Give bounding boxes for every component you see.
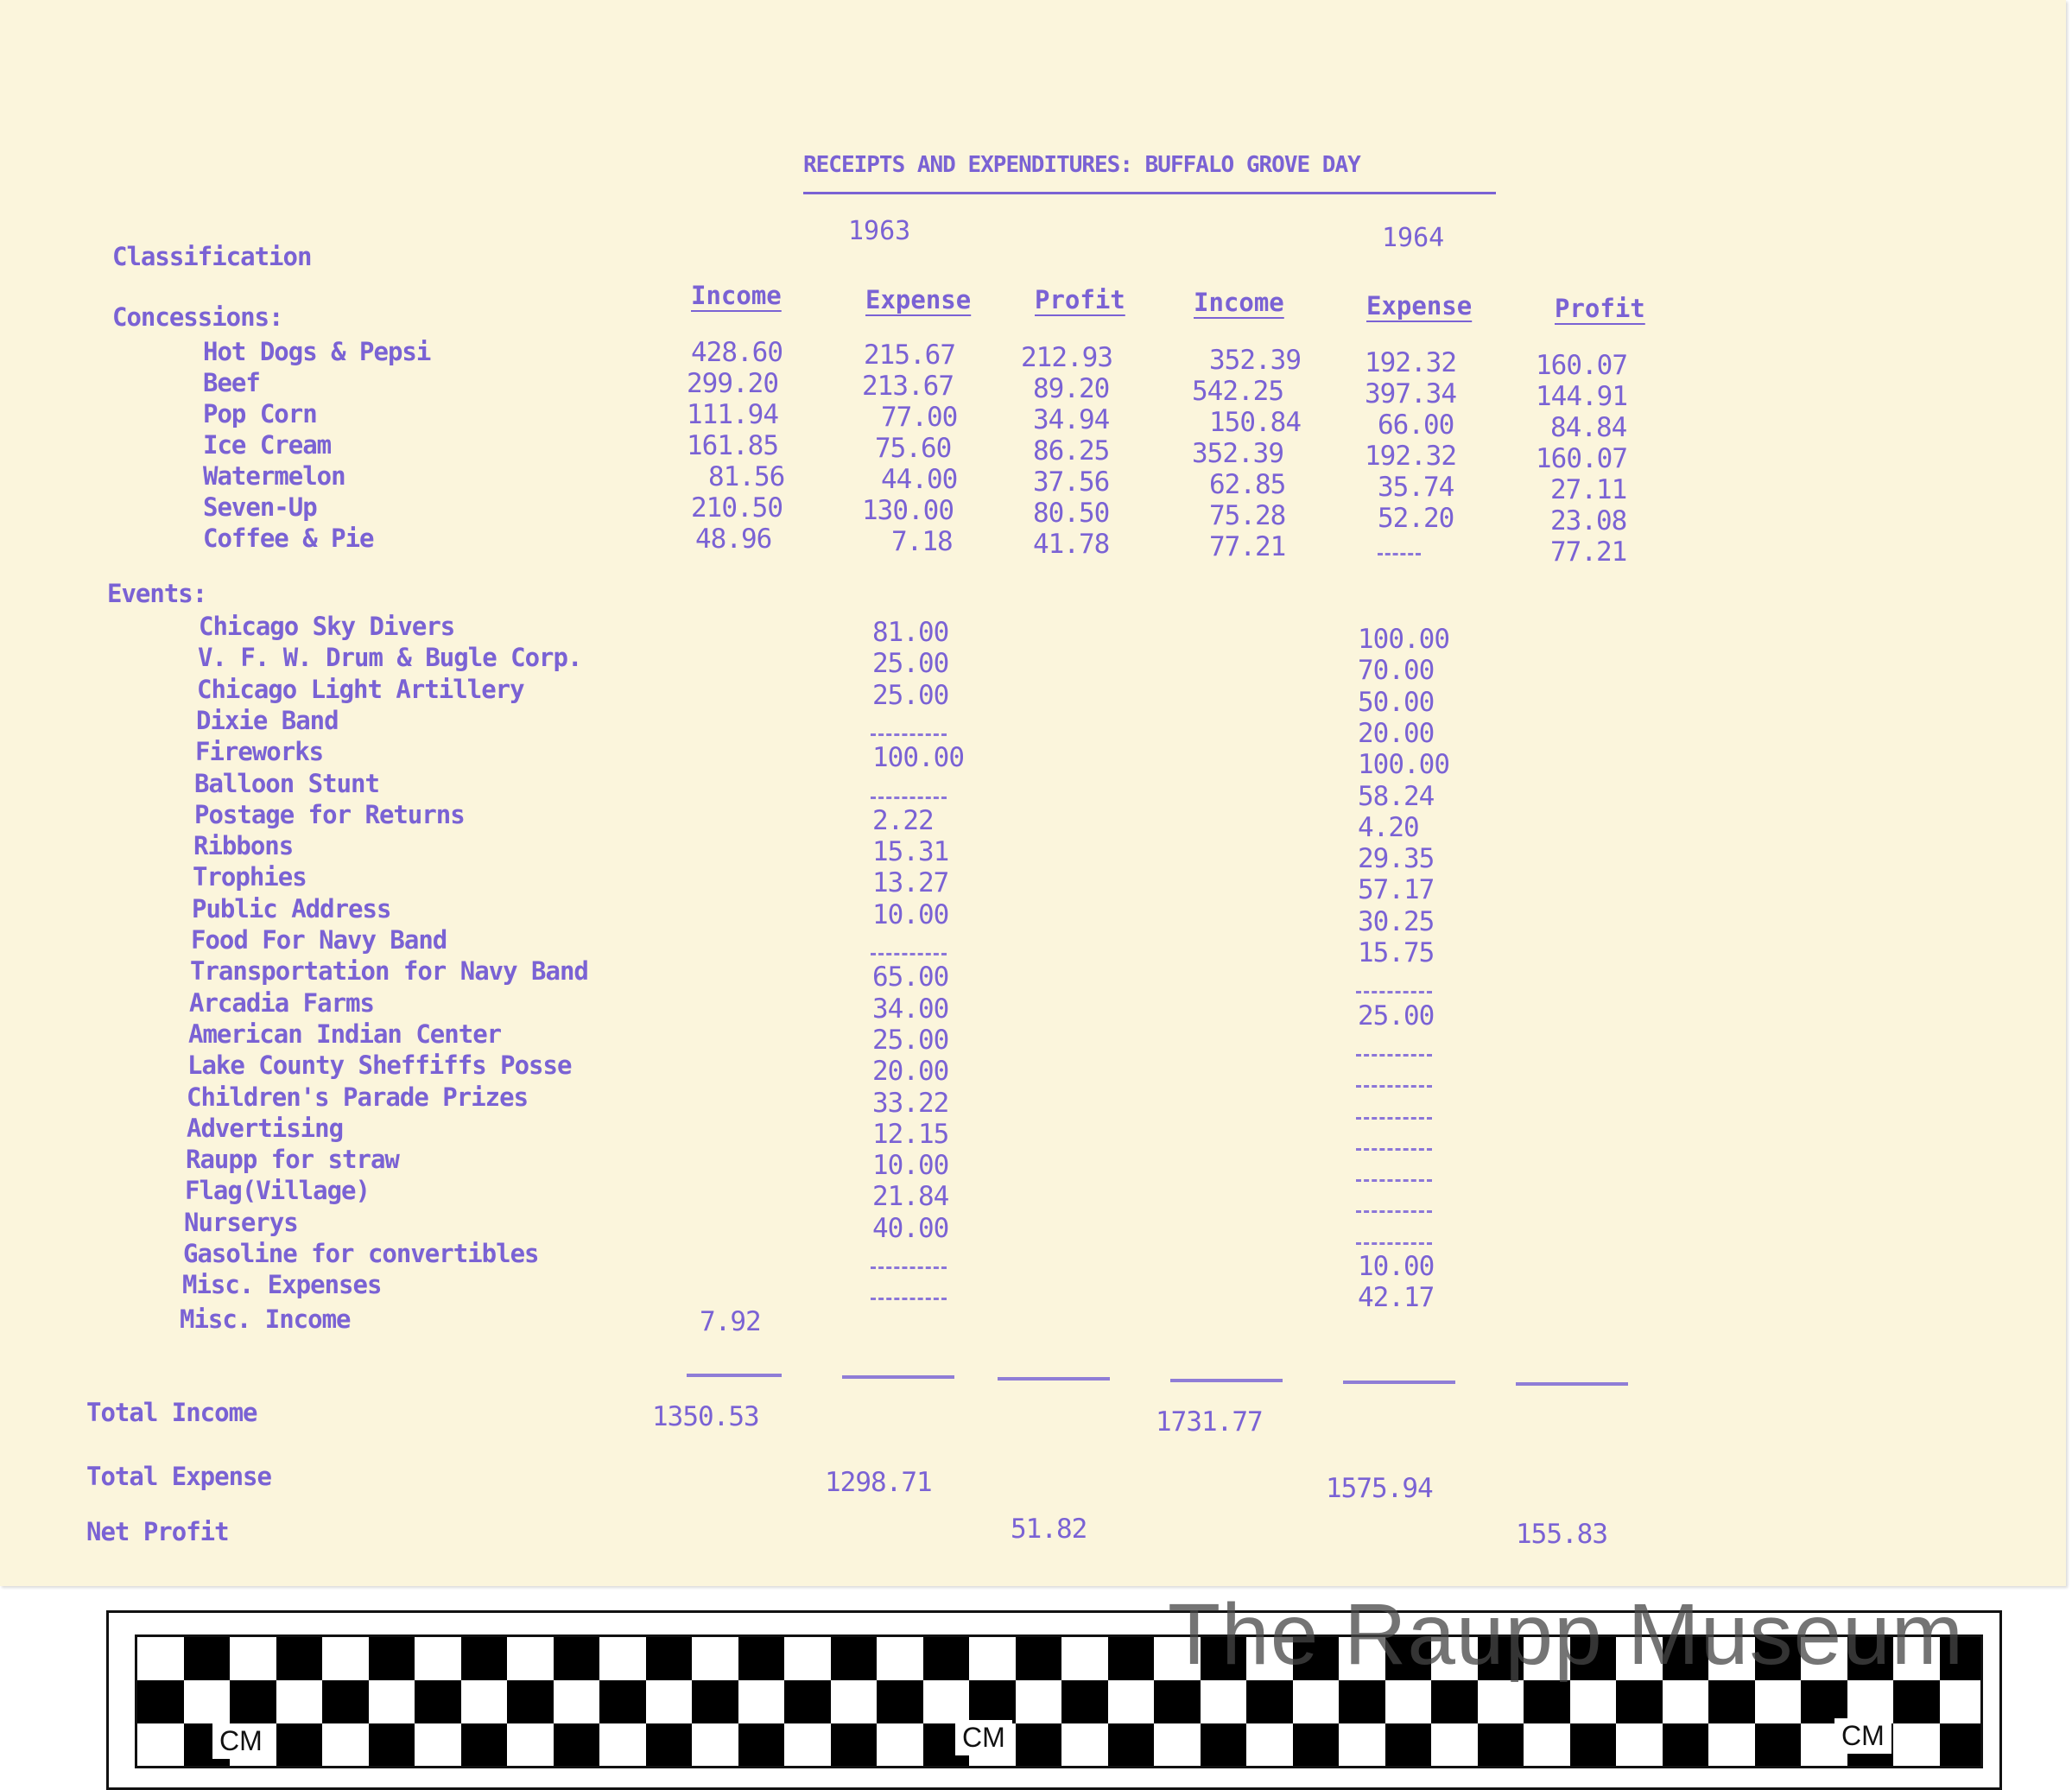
scale-square bbox=[831, 1723, 878, 1767]
concession-p64-value: 160.07 bbox=[1536, 350, 1627, 381]
museum-watermark: The Raupp Museum bbox=[1168, 1586, 1965, 1683]
concession-p64-value: 84.84 bbox=[1550, 412, 1627, 443]
event-item-label: Gasoline for convertibles bbox=[183, 1239, 539, 1268]
concession-e63-value: 75.60 bbox=[875, 433, 952, 464]
concession-i64-value: 352.39 bbox=[1209, 345, 1301, 376]
event-item-label: V. F. W. Drum & Bugle Corp. bbox=[198, 643, 582, 673]
event-item-label: Dixie Band bbox=[196, 705, 339, 735]
event-e63-value: 81.00 bbox=[872, 617, 949, 648]
blank-dash bbox=[1378, 553, 1421, 561]
scale-square bbox=[554, 1723, 600, 1767]
concession-i64-value: 77.21 bbox=[1209, 531, 1286, 562]
event-e63-value: 34.00 bbox=[872, 993, 949, 1025]
concession-p63-value: 212.93 bbox=[1021, 342, 1112, 373]
concession-e63-value: 130.00 bbox=[862, 495, 954, 526]
scale-square bbox=[276, 1637, 323, 1680]
concession-p63-value: 34.94 bbox=[1033, 404, 1110, 435]
event-item-label: Chicago Sky Divers bbox=[199, 612, 455, 641]
concession-p64-value: 23.08 bbox=[1550, 505, 1627, 536]
col-expense-1963: Expense bbox=[865, 285, 972, 314]
concession-e63-value: 77.00 bbox=[881, 402, 958, 433]
blank-dash bbox=[1356, 1148, 1432, 1156]
scale-square bbox=[230, 1680, 276, 1723]
concession-p64-value: 77.21 bbox=[1550, 536, 1627, 568]
scale-square bbox=[1385, 1723, 1432, 1767]
event-e64-value: 100.00 bbox=[1358, 749, 1449, 781]
event-e64-value: 57.17 bbox=[1358, 874, 1435, 906]
concession-i64-value: 150.84 bbox=[1209, 407, 1301, 438]
scale-square bbox=[1478, 1723, 1524, 1767]
col-expense-1964: Expense bbox=[1366, 291, 1473, 321]
concession-i64-value: 62.85 bbox=[1209, 469, 1286, 500]
blank-dash bbox=[871, 1298, 947, 1305]
event-e64-value: 10.00 bbox=[1358, 1251, 1435, 1282]
event-item-label: Children's Parade Prizes bbox=[187, 1082, 529, 1112]
event-e63-value: 12.15 bbox=[872, 1118, 949, 1150]
blank-dash bbox=[871, 797, 947, 804]
scale-square bbox=[1431, 1680, 1478, 1723]
event-e63-value: 100.00 bbox=[872, 742, 964, 774]
page-title: RECEIPTS AND EXPENDITURES: BUFFALO GROVE DAY bbox=[803, 152, 1360, 178]
col-income-1963: Income bbox=[691, 281, 782, 310]
concession-item-label: Pop Corn bbox=[203, 399, 317, 428]
blank-dash bbox=[1356, 1054, 1432, 1062]
concession-e63-value: 213.67 bbox=[862, 371, 954, 402]
event-item-label: Lake County Sheffiffs Posse bbox=[187, 1051, 572, 1081]
event-item-label: Trophies bbox=[193, 862, 307, 892]
sum-rule bbox=[1170, 1379, 1283, 1382]
concession-e64-value: 52.20 bbox=[1378, 503, 1454, 534]
sum-rule bbox=[842, 1375, 954, 1379]
scale-square bbox=[1201, 1723, 1247, 1767]
scale-square bbox=[738, 1637, 785, 1680]
scale-square bbox=[415, 1680, 461, 1723]
event-e64-value: 4.20 bbox=[1358, 811, 1419, 843]
event-e64-value: 42.17 bbox=[1358, 1282, 1435, 1314]
event-e63-value: 13.27 bbox=[872, 867, 949, 899]
scale-square bbox=[137, 1680, 184, 1723]
blank-dash bbox=[871, 953, 947, 961]
event-e63-value: 10.00 bbox=[872, 1150, 949, 1182]
scale-square bbox=[1016, 1723, 1062, 1767]
event-item-label: Postage for Returns bbox=[194, 799, 465, 829]
concessions-label: Concessions: bbox=[112, 302, 283, 332]
title-underline bbox=[803, 192, 1496, 194]
concession-i63-value: 299.20 bbox=[687, 368, 778, 399]
scale-square bbox=[831, 1637, 878, 1680]
scale-square bbox=[461, 1723, 508, 1767]
scale-square bbox=[369, 1637, 415, 1680]
scale-square bbox=[1940, 1723, 1984, 1767]
blank-dash bbox=[1356, 1179, 1432, 1187]
total-income-1963: 1350.53 bbox=[652, 1401, 759, 1432]
concession-i64-value: 75.28 bbox=[1209, 500, 1286, 531]
concession-i63-value: 428.60 bbox=[691, 337, 783, 368]
sum-rule bbox=[687, 1374, 782, 1377]
concession-i63-value: 48.96 bbox=[695, 524, 772, 555]
event-e64-value: 70.00 bbox=[1358, 655, 1435, 687]
sum-rule bbox=[1343, 1381, 1455, 1384]
misc-income-label: Misc. Income bbox=[180, 1304, 351, 1334]
event-e64-value: 58.24 bbox=[1358, 780, 1435, 812]
scale-square bbox=[1293, 1723, 1340, 1767]
net-profit-label: Net Profit bbox=[86, 1517, 229, 1546]
event-e63-value: 21.84 bbox=[872, 1181, 949, 1213]
concession-item-label: Watermelon bbox=[203, 461, 345, 491]
event-e64-value: 30.25 bbox=[1358, 905, 1435, 937]
event-item-label: Arcadia Farms bbox=[189, 987, 374, 1018]
event-e63-value: 15.31 bbox=[872, 836, 949, 868]
blank-dash bbox=[1356, 1242, 1432, 1250]
misc-income-1963: 7.92 bbox=[700, 1306, 761, 1337]
col-income-1964: Income bbox=[1194, 288, 1284, 317]
scale-square bbox=[461, 1637, 508, 1680]
col-profit-1963: Profit bbox=[1035, 285, 1125, 314]
event-item-label: Fireworks bbox=[195, 737, 324, 767]
scale-square bbox=[923, 1637, 970, 1680]
total-income-label: Total Income bbox=[86, 1398, 257, 1427]
cm-label: CM bbox=[1834, 1718, 1891, 1754]
scale-square bbox=[1524, 1680, 1570, 1723]
scale-square bbox=[1570, 1723, 1617, 1767]
total-expense-label: Total Expense bbox=[86, 1462, 271, 1491]
scale-square bbox=[646, 1637, 693, 1680]
concession-e64-value: 397.34 bbox=[1365, 378, 1456, 409]
scale-square bbox=[1246, 1680, 1293, 1723]
scale-square bbox=[1016, 1637, 1062, 1680]
concession-e63-value: 7.18 bbox=[891, 526, 953, 557]
concession-p63-value: 41.78 bbox=[1033, 529, 1110, 560]
scale-square bbox=[554, 1637, 600, 1680]
event-e63-value: 65.00 bbox=[872, 962, 949, 993]
blank-dash bbox=[871, 1266, 947, 1274]
scale-square bbox=[738, 1723, 785, 1767]
scale-square bbox=[1108, 1637, 1155, 1680]
scale-square bbox=[1061, 1680, 1108, 1723]
event-e63-value: 25.00 bbox=[872, 1024, 949, 1056]
event-e64-value: 100.00 bbox=[1358, 624, 1449, 655]
scale-square bbox=[1708, 1680, 1755, 1723]
col-profit-1964: Profit bbox=[1555, 294, 1645, 323]
event-e64-value: 50.00 bbox=[1358, 686, 1435, 718]
concession-p63-value: 80.50 bbox=[1033, 498, 1110, 529]
event-e63-value: 25.00 bbox=[872, 679, 949, 711]
event-item-label: Chicago Light Artillery bbox=[197, 674, 524, 704]
scale-square bbox=[1755, 1723, 1802, 1767]
event-e63-value: 33.22 bbox=[872, 1087, 949, 1119]
event-item-label: Misc. Expenses bbox=[182, 1270, 382, 1300]
concession-p63-value: 89.20 bbox=[1033, 373, 1110, 404]
concession-p63-value: 37.56 bbox=[1033, 467, 1110, 498]
net-profit-1964: 155.83 bbox=[1516, 1519, 1607, 1550]
concession-e63-value: 215.67 bbox=[864, 340, 955, 371]
total-expense-1964: 1575.94 bbox=[1326, 1473, 1433, 1504]
concession-item-label: Beef bbox=[203, 368, 260, 397]
event-item-label: Raupp for straw bbox=[186, 1145, 399, 1175]
concession-p64-value: 27.11 bbox=[1550, 474, 1627, 505]
event-e64-value: 29.35 bbox=[1358, 843, 1435, 875]
scale-square bbox=[369, 1723, 415, 1767]
concession-item-label: Coffee & Pie bbox=[203, 524, 374, 553]
year-1964-heading: 1964 bbox=[1382, 223, 1445, 253]
concession-i63-value: 81.56 bbox=[708, 461, 785, 492]
scale-square bbox=[1616, 1680, 1663, 1723]
concession-i63-value: 111.94 bbox=[687, 399, 778, 430]
concession-p64-value: 160.07 bbox=[1536, 443, 1627, 474]
scale-square bbox=[646, 1723, 693, 1767]
sum-rule bbox=[998, 1377, 1110, 1381]
year-1963-heading: 1963 bbox=[848, 216, 911, 246]
scale-square bbox=[784, 1680, 831, 1723]
concession-p63-value: 86.25 bbox=[1033, 435, 1110, 467]
total-income-1964: 1731.77 bbox=[1156, 1406, 1263, 1438]
net-profit-1963: 51.82 bbox=[1011, 1514, 1087, 1545]
event-item-label: Ribbons bbox=[193, 831, 294, 861]
concession-e64-value: 192.32 bbox=[1365, 347, 1456, 378]
event-e64-value: 20.00 bbox=[1358, 717, 1435, 749]
classification-label: Classification bbox=[112, 242, 312, 271]
concession-item-label: Hot Dogs & Pepsi bbox=[203, 337, 431, 366]
cm-label: CM bbox=[955, 1720, 1012, 1755]
events-label: Events: bbox=[107, 579, 207, 608]
scale-square bbox=[1154, 1680, 1201, 1723]
scale-square bbox=[507, 1680, 554, 1723]
scale-square bbox=[1339, 1680, 1385, 1723]
scale-square bbox=[877, 1680, 923, 1723]
concession-p64-value: 144.91 bbox=[1536, 381, 1627, 412]
event-e63-value: 25.00 bbox=[872, 648, 949, 680]
concession-item-label: Seven-Up bbox=[203, 492, 317, 522]
scale-square bbox=[1893, 1680, 1940, 1723]
concession-i64-value: 352.39 bbox=[1192, 438, 1283, 469]
event-item-label: Nurserys bbox=[184, 1207, 298, 1237]
scale-square bbox=[1801, 1680, 1847, 1723]
concession-item-label: Ice Cream bbox=[203, 430, 332, 460]
sum-rule bbox=[1516, 1382, 1628, 1386]
blank-dash bbox=[871, 733, 947, 741]
event-e64-value: 25.00 bbox=[1358, 1000, 1435, 1031]
scale-square bbox=[969, 1680, 1016, 1723]
event-e63-value: 2.22 bbox=[872, 804, 934, 836]
event-item-label: Flag(Village) bbox=[185, 1176, 370, 1206]
event-e64-value: 15.75 bbox=[1358, 937, 1435, 968]
event-e63-value: 20.00 bbox=[872, 1056, 949, 1088]
scale-square bbox=[1663, 1723, 1709, 1767]
scale-square bbox=[322, 1680, 369, 1723]
event-e63-value: 40.00 bbox=[872, 1212, 949, 1244]
blank-dash bbox=[1356, 1210, 1432, 1218]
scale-square bbox=[276, 1723, 323, 1767]
concession-e64-value: 35.74 bbox=[1378, 472, 1454, 503]
event-item-label: American Indian Center bbox=[188, 1019, 502, 1049]
scale-square bbox=[184, 1637, 231, 1680]
event-item-label: Advertising bbox=[187, 1113, 344, 1143]
total-expense-1963: 1298.71 bbox=[825, 1467, 932, 1498]
concession-e63-value: 44.00 bbox=[881, 464, 958, 495]
blank-dash bbox=[1356, 1117, 1432, 1125]
scale-square bbox=[692, 1680, 738, 1723]
event-item-label: Public Address bbox=[192, 893, 391, 924]
concession-i64-value: 542.25 bbox=[1192, 376, 1283, 407]
cm-label: CM bbox=[212, 1723, 269, 1759]
concession-i63-value: 210.50 bbox=[691, 492, 783, 524]
blank-dash bbox=[1356, 991, 1432, 999]
concession-e64-value: 192.32 bbox=[1365, 441, 1456, 472]
concession-i63-value: 161.85 bbox=[687, 430, 778, 461]
scale-square bbox=[599, 1680, 646, 1723]
scale-square bbox=[1108, 1723, 1155, 1767]
event-e63-value: 10.00 bbox=[872, 898, 949, 930]
event-item-label: Balloon Stunt bbox=[194, 768, 379, 798]
event-item-label: Transportation for Navy Band bbox=[190, 956, 588, 987]
event-item-label: Food For Navy Band bbox=[191, 925, 447, 955]
concession-e64-value: 66.00 bbox=[1378, 409, 1454, 441]
blank-dash bbox=[1356, 1085, 1432, 1093]
